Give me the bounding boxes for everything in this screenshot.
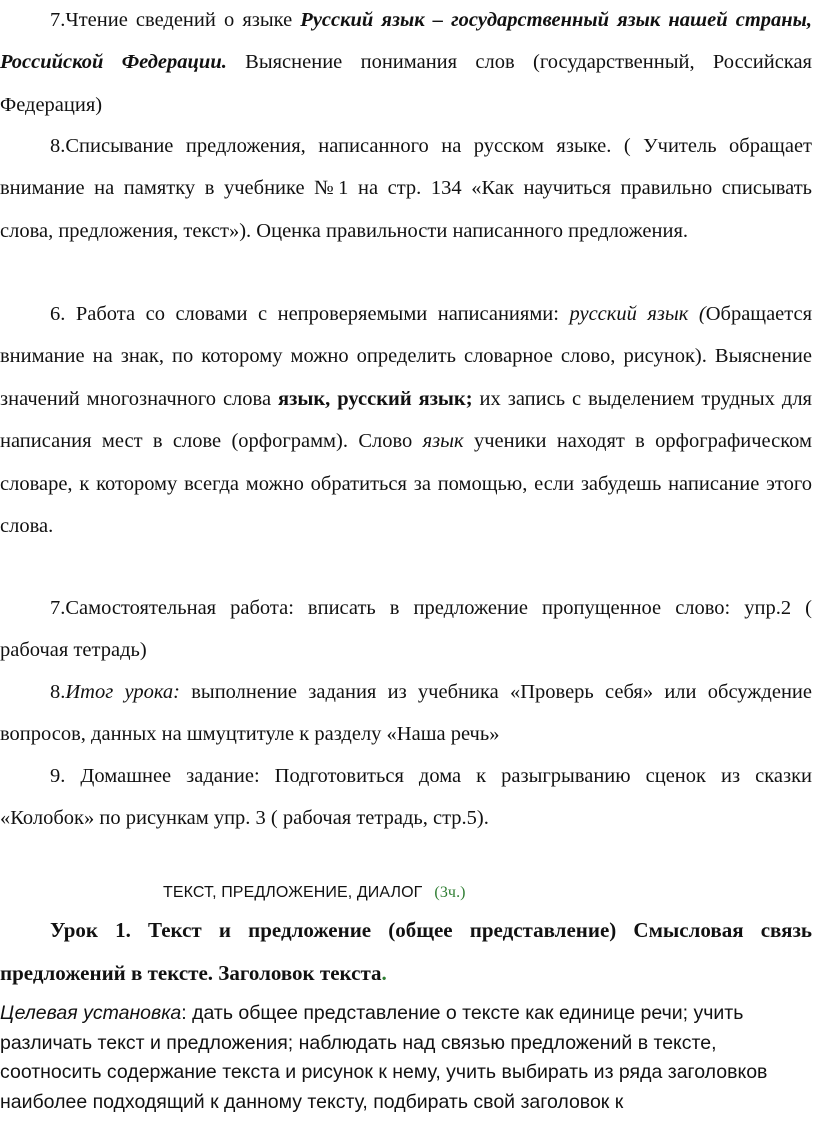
item-number: 7. (50, 9, 66, 31)
section-heading (163, 884, 466, 902)
bold-words: язык, русский язык; (278, 387, 473, 410)
paragraph-vocabulary-work (0, 293, 812, 547)
paragraph-reading-info (0, 0, 812, 126)
paragraph-lead: 6. Работа со словами с непроверяемыми написаниями: (50, 303, 570, 325)
item-number: 8. (50, 681, 66, 703)
paragraph-rest: выполнение задания из учебника «Проверь себя» или обсуждение вопросов, данных на шмуцтитуле к разделу «Наша речь» (0, 681, 812, 746)
italic-word: язык (422, 430, 464, 453)
paragraph-rest: Выяснение понимания слов (государственный, Российская Федерация) (0, 51, 812, 116)
section-title: ТЕКСТ, ПРЕДЛОЖЕНИЕ, ДИАЛОГ (163, 884, 423, 901)
target-setting (0, 999, 805, 1117)
target-text: дать общее представление о тексте как единице речи; учить различать текст и предложения; наблюдать над связью предложений в тексте, соотносить содержание текста и рисунок к нему, учить выбирать из ряда заголовков наиболее подходящий к данному тексту, подбирать свой заголовок к (0, 1002, 768, 1113)
paragraph-independent-work (0, 587, 812, 672)
lesson-title (0, 909, 812, 995)
paragraph-rest: ученики находят в орфографическом словаре, к которому всегда можно обратиться за помощью, если забудешь написание этого слова. (0, 430, 812, 538)
paragraph-text: 8.Списывание предложения, написанного на русском языке. ( Учитель обращает внимание на памятку в учебнике №1 на стр. 134 «Как научиться правильно списывать слова, предложения, текст»). Оценка правильности написанного предложения. (0, 135, 812, 242)
emphasis-statement: Русский язык – государственный язык нашей страны, Российской Федерации. (0, 9, 813, 74)
italic-label: Итог урока: (65, 681, 180, 703)
target-label: Целевая установка (0, 1002, 182, 1024)
paragraph-text: 7.Самостоятельная работа: вписать в предложение пропущенное слово: упр.2 ( рабочая тетрадь) (0, 597, 812, 662)
paren-open: ( (688, 303, 706, 325)
lesson-title-dot: . (381, 961, 387, 985)
lesson-title-text: Урок 1. Текст и предложение (общее представление) Смысловая связь предложений в тексте. Заголовок текста (0, 918, 812, 985)
paragraph-mid: Обращается внимание на знак, по которому можно определить словарное слово, рисунок). Выяснение значений многозначного слова (0, 303, 813, 410)
target-colon: : (181, 1002, 187, 1024)
paragraph-homework (0, 755, 812, 840)
paragraph-copying (0, 125, 812, 252)
paragraph-lesson-summary (0, 671, 812, 756)
paragraph-lead: Чтение сведений о языке (65, 9, 301, 31)
italic-words: русский язык (569, 303, 689, 325)
section-hours: (3ч.) (434, 884, 466, 901)
paragraph-text: 9. Домашнее задание: Подготовиться дома к разыгрыванию сценок из сказки «Колобок» по рисункам упр. 3 ( рабочая тетрадь, стр.5). (0, 765, 812, 830)
paragraph-mid2: их запись с выделением трудных для написания мест в слове (орфограмм). Слово (0, 387, 812, 453)
